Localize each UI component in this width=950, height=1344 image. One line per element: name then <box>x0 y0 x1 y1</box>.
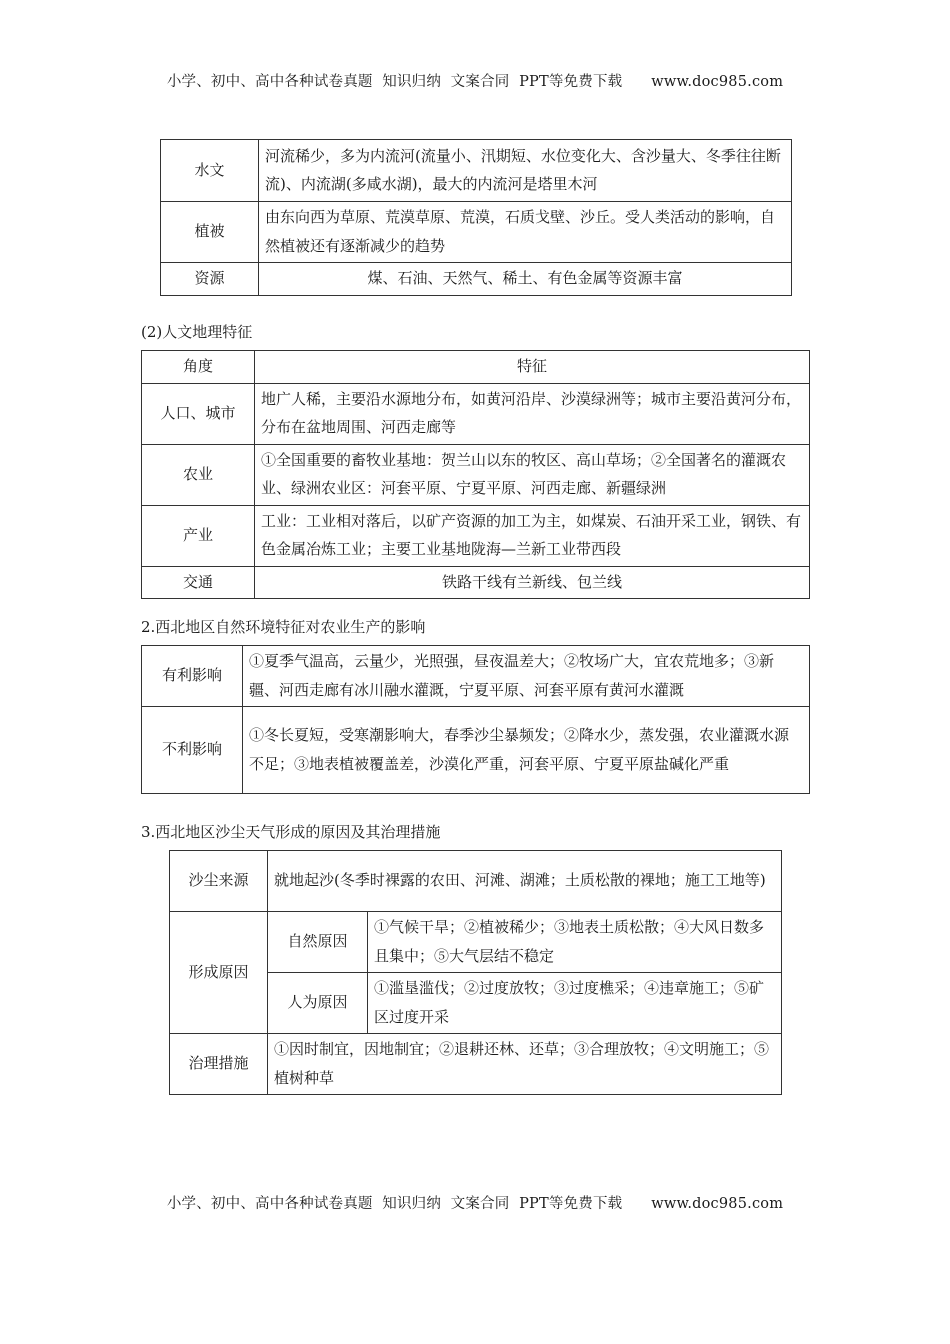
section-title-dust: 3.西北地区沙尘天气形成的原因及其治理措施 <box>141 823 441 841</box>
agriculture-impact-table <box>141 645 810 794</box>
row-content-hydrology: 河流稀少，多为内流河(流量小、汛期短、水位变化大、含沙量大、冬季往往断流)、内流湖(多咸水湖)，最大的内流河是塔里木河 <box>259 140 792 202</box>
row-label-hydrology: 水文 <box>161 140 259 202</box>
dust-weather-table <box>169 850 782 1095</box>
sub-label-natural-cause: 自然原因 <box>268 912 368 973</box>
section-title-human: (2)人文地理特征 <box>141 323 253 341</box>
row-label-resources: 资源 <box>161 263 259 296</box>
row-content-agriculture: ①全国重要的畜牧业基地：贺兰山以东的牧区、高山草场；②全国著名的灌溉农业、绿洲农业区：河套平原、宁夏平原、河西走廊、新疆绿洲 <box>255 444 810 505</box>
row-label-cause: 形成原因 <box>170 912 268 1034</box>
table-row <box>170 851 782 912</box>
sub-content-human-cause: ①滥垦滥伐；②过度放牧；③过度樵采；④违章施工；⑤矿区过度开采 <box>368 973 782 1034</box>
row-label-dust-source: 沙尘来源 <box>170 851 268 912</box>
row-label-vegetation: 植被 <box>161 202 259 263</box>
row-content-measures: ①因时制宜，因地制宜；②退耕还林、还草；③合理放牧；④文明施工；⑤植树种草 <box>268 1034 782 1095</box>
row-label-transport: 交通 <box>142 566 255 599</box>
table-row <box>142 566 810 599</box>
row-label-measures: 治理措施 <box>170 1034 268 1095</box>
row-label-unfavorable: 不利影响 <box>142 707 243 794</box>
row-content-unfavorable: ①冬长夏短，受寒潮影响大，春季沙尘暴频发；②降水少，蒸发强，农业灌溉水源不足；③地表植被覆盖差，沙漠化严重，河套平原、宁夏平原盐碱化严重 <box>243 707 810 794</box>
natural-features-table <box>160 139 792 296</box>
table-row <box>142 383 810 444</box>
row-label-industry: 产业 <box>142 505 255 566</box>
row-content-transport: 铁路干线有兰新线、包兰线 <box>255 566 810 599</box>
column-header-feature: 特征 <box>255 351 810 384</box>
row-content-favorable: ①夏季气温高，云量少，光照强，昼夜温差大；②牧场广大，宜农荒地多；③新疆、河西走廊有冰川融水灌溉，宁夏平原、河套平原有黄河水灌溉 <box>243 646 810 707</box>
table-row <box>161 202 792 263</box>
sub-content-natural-cause: ①气候干旱；②植被稀少；③地表土质松散；④大风日数多且集中；⑤大气层结不稳定 <box>368 912 782 973</box>
table-row <box>170 1034 782 1095</box>
page-header: 小学、初中、高中各种试卷真题 知识归纳 文案合同 PPT等免费下载 www.doc985.com <box>166 74 784 90</box>
section-title-agriculture: 2.西北地区自然环境特征对农业生产的影响 <box>141 618 426 636</box>
human-geography-table <box>141 350 810 599</box>
table-row <box>161 263 792 296</box>
row-label-agriculture: 农业 <box>142 444 255 505</box>
table-row <box>142 707 810 794</box>
table-row <box>142 505 810 566</box>
sub-label-human-cause: 人为原因 <box>268 973 368 1034</box>
table-header-row <box>142 351 810 384</box>
row-label-population: 人口、城市 <box>142 383 255 444</box>
table-row <box>142 646 810 707</box>
row-content-industry: 工业：工业相对落后，以矿产资源的加工为主，如煤炭、石油开采工业，钢铁、有色金属冶炼工业；主要工业基地陇海—兰新工业带西段 <box>255 505 810 566</box>
column-header-angle: 角度 <box>142 351 255 384</box>
table-row <box>161 140 792 202</box>
row-content-population: 地广人稀，主要沿水源地分布，如黄河沿岸、沙漠绿洲等；城市主要沿黄河分布，分布在盆地周围、河西走廊等 <box>255 383 810 444</box>
row-content-resources: 煤、石油、天然气、稀土、有色金属等资源丰富 <box>259 263 792 296</box>
row-content-vegetation: 由东向西为草原、荒漠草原、荒漠，石质戈壁、沙丘。受人类活动的影响，自然植被还有逐渐减少的趋势 <box>259 202 792 263</box>
table-row <box>170 912 782 973</box>
row-content-dust-source: 就地起沙(冬季时裸露的农田、河滩、湖滩；土质松散的裸地；施工工地等) <box>268 851 782 912</box>
table-row <box>142 444 810 505</box>
page-footer: 小学、初中、高中各种试卷真题 知识归纳 文案合同 PPT等免费下载 www.doc985.com <box>166 1196 784 1212</box>
row-label-favorable: 有利影响 <box>142 646 243 707</box>
